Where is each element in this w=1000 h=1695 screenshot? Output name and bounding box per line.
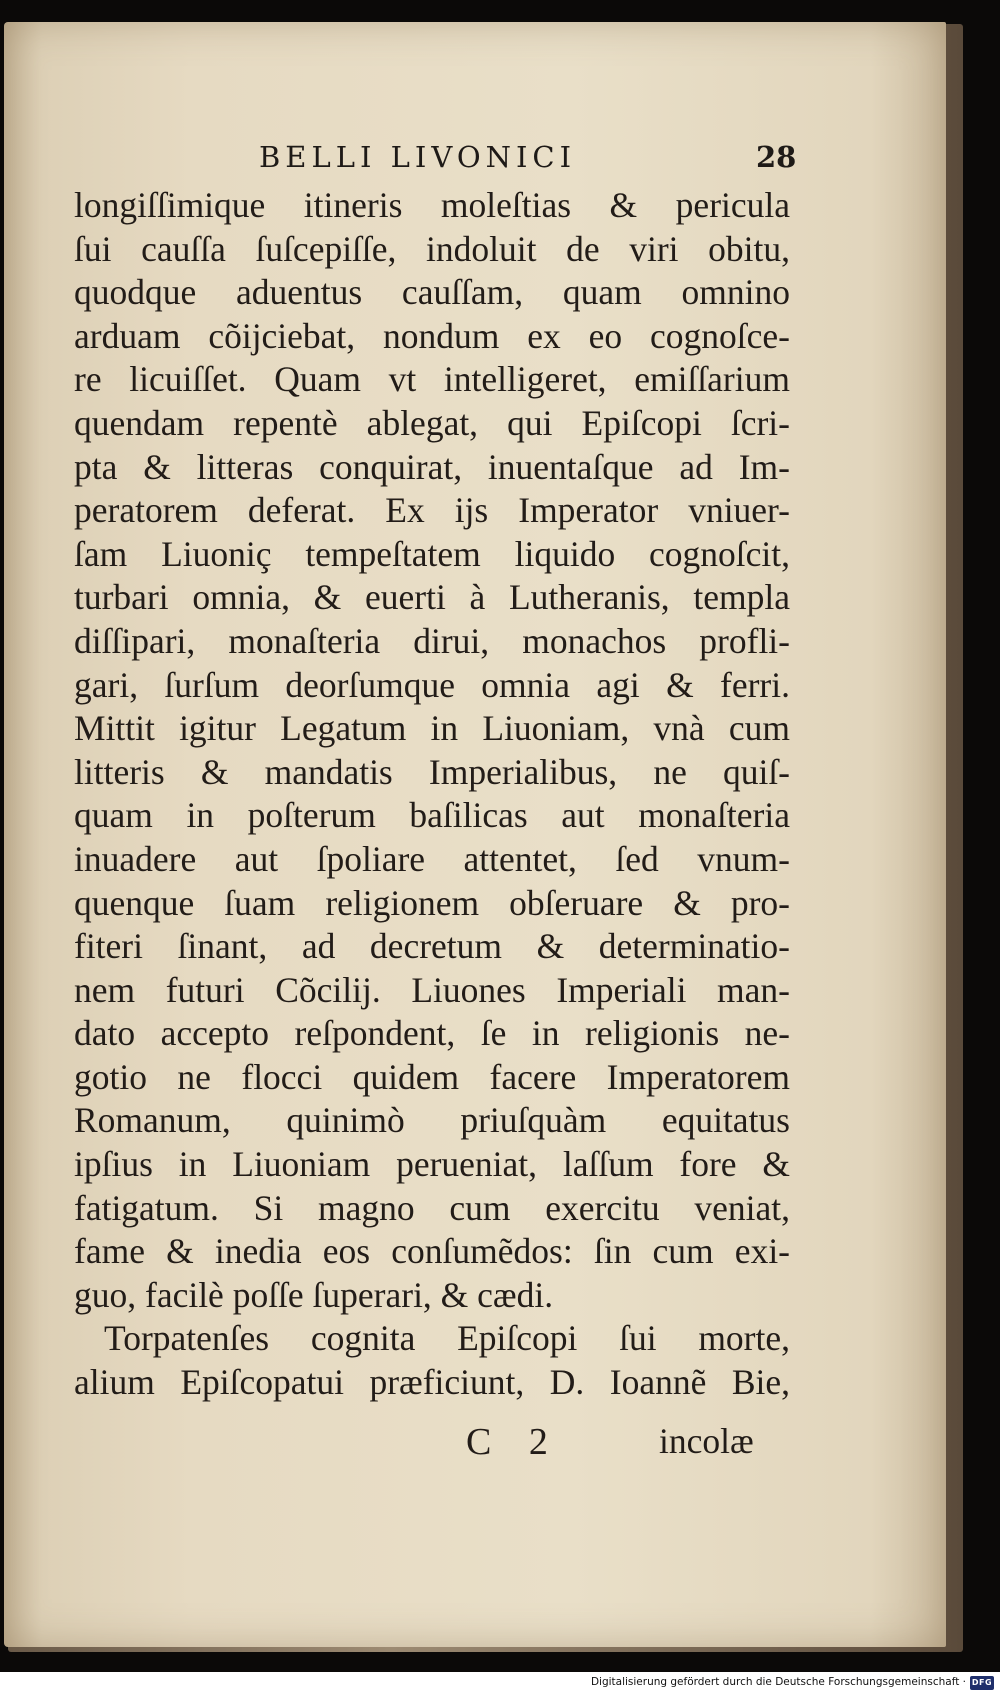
text-line: alium Epiſcopatui præficiunt, D. Ioannẽ Bie,: [74, 1362, 790, 1403]
text-line: dato accepto reſpondent, ſe in religionis ne-: [74, 1013, 790, 1054]
text-line: inuadere aut ſpoliare attentet, ſed vnum-: [74, 838, 790, 879]
page-footer: [4, 1420, 946, 1468]
text-line: pta & litteras conquirat, inuentaſque ad Im-: [74, 446, 790, 487]
text-line: re licuiſſet. Quam vt intelligeret, emiſſarium: [74, 359, 790, 400]
text-line-paragraph-end: guo, facilè poſſe ſuperari, & cædi.: [74, 1274, 554, 1315]
catchword: incolæ: [659, 1421, 754, 1461]
text-line: ipſius in Liuoniam perueniat, laſſum fore &: [74, 1144, 790, 1185]
text-line: fame & inedia eos conſumẽdos: ſin cum exi-: [74, 1231, 790, 1272]
text-line: arduam cõijciebat, nondum ex eo cognoſce-: [74, 315, 790, 356]
text-line: fiteri ſinant, ad decretum & determinatio-: [74, 926, 790, 967]
credit-bar: [0, 1672, 1000, 1695]
signature-mark: C 2: [466, 1421, 562, 1463]
page-number: 28: [756, 140, 797, 174]
text-line: litteris & mandatis Imperialibus, ne quiſ-: [74, 751, 790, 792]
text-line: peratorem deferat. Ex ijs Imperator vniuer-: [74, 490, 790, 531]
text-line: ſam Liuoniç tempeſtatem liquido cognoſcit,: [74, 533, 790, 574]
text-line: turbari omnia, & euerti à Lutheranis, templa: [74, 577, 790, 618]
text-line: Mittit igitur Legatum in Liuoniam, vnà cum: [74, 708, 790, 749]
text-line: quenque ſuam religionem obſeruare & pro-: [74, 882, 790, 923]
text-line: ſui cauſſa ſuſcepiſſe, indoluit de viri obitu,: [74, 228, 790, 269]
text-line-paragraph-start: Torpatenſes cognita Epiſcopi ſui morte,: [104, 1318, 790, 1359]
page-header: [4, 140, 946, 180]
text-line: fatigatum. Si magno cum exercitu veniat,: [74, 1187, 790, 1228]
text-line: gotio ne flocci quidem facere Imperatorem: [74, 1056, 790, 1097]
text-line: Romanum, quinimò priuſquàm equitatus: [74, 1100, 790, 1141]
text-line: quam in poſterum baſilicas aut monaſteria: [74, 795, 790, 836]
text-line: nem futuri Cõcilij. Liuones Imperiali man-: [74, 969, 790, 1010]
text-line: quodque aduentus cauſſam, quam omnino: [74, 272, 790, 313]
text-line: longiſſimique itineris moleſtias & pericula: [74, 185, 790, 225]
text-line: diſſipari, monaſteria dirui, monachos profli-: [74, 620, 790, 661]
text-line: quendam repentè ablegat, qui Epiſcopi ſcri-: [74, 402, 790, 443]
funding-credit: Digitalisierung gefördert durch die Deutsche Forschungsgemeinschaft ·: [590, 1676, 966, 1688]
book-page: [4, 22, 946, 1647]
running-title: BELLI LIVONICI: [259, 140, 577, 174]
text-line: gari, ſurſum deorſumque omnia agi & ferri.: [74, 664, 790, 705]
dfg-logo-icon: DFG: [970, 1676, 994, 1690]
body-text: [74, 184, 790, 1405]
